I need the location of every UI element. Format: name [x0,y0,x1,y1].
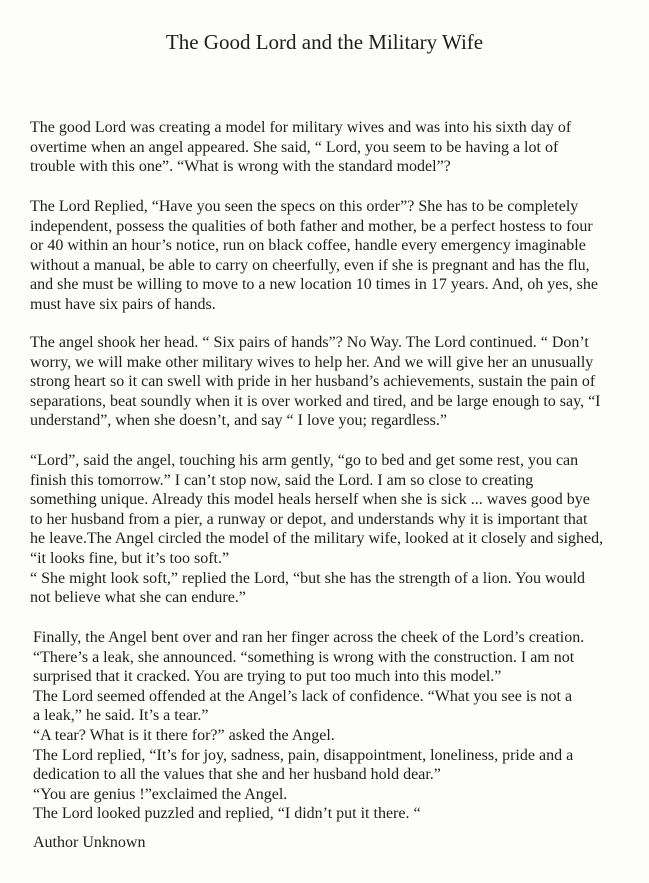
text-line: a leak,” he said. It’s a tear.” [33,707,209,725]
text-line: to her husband from a pier, a runway or depot, and understands why it is important that [30,510,588,528]
text-line: overtime when an angel appeared. She said, “ Lord, you seem to be having a lot of [30,138,559,156]
text-line: The Lord Replied, “Have you seen the specs on this order”? She has to be completely [30,198,579,215]
text-line: The Lord replied, “It’s for joy, sadness, pain, disappointment, loneliness, pride and a [33,746,574,764]
text-line: “ She might look soft,” replied the Lord, “but she has the strength of a lion. You would [30,569,586,587]
text-line: separations, beat soundly when it is over worked and tired, and be large enough to say, “I [30,392,601,410]
text-line: The good Lord was creating a model for military wives and was into his sixth day of [30,119,572,136]
text-line: not believe what she can endure.” [30,589,246,607]
text-line: finish this tomorrow.” I can’t stop now, said the Lord. I am so close to creating [30,471,534,489]
text-line: and she must be willing to move to a new location 10 times in 17 years. And, oh yes, she [30,276,598,294]
text-line: or 40 within an hour’s notice, run on black coffee, handle every emergency imaginable [30,237,586,255]
text-line: The angel shook her head. “ Six pairs of hands”? No Way. The Lord continued. “ Don’t [30,334,589,351]
text-line: surprised that it cracked. You are trying to put too much into this model.” [33,668,502,686]
text-line: understand”, when she doesn’t, and say “ I love you; regardless.” [30,412,447,430]
text-line: dedication to all the values that she and her husband hold dear.” [33,766,441,784]
text-line: worry, we will make other military wives to help her. And we will give her an unusually [30,353,594,371]
text-line: “it looks fine, but it’s too soft.” [30,550,230,567]
text-line: he leave.The Angel circled the model of the military wife, looked at it closely and sighed, [30,530,604,548]
text-line: independent, possess the qualities of both father and mother, be a perfect hostess to four [30,217,593,235]
text-line: Finally, the Angel bent over and ran her finger across the cheek of the Lord’s creation. [33,629,585,646]
text-line: trouble with this one”. “What is wrong with the standard model”? [30,158,451,176]
text-line: The Lord looked puzzled and replied, “I didn’t put it there. “ [33,805,421,823]
text-line: must have six pairs of hands. [30,296,216,313]
text-line: “A tear? What is it there for?” asked the Angel. [33,727,335,744]
text-line: “You are genius !”exclaimed the Angel. [33,785,288,803]
text-line: “There’s a leak, she announced. “something is wrong with the construction. I am not [33,648,575,666]
text-line: The Lord seemed offended at the Angel’s lack of confidence. “What you see is not a [33,687,573,705]
document-title: The Good Lord and the Military Wife [165,30,484,54]
text-line: “Lord”, said the angel, touching his arm gently, “go to bed and get some rest, you can [30,452,579,469]
author-credit: Author Unknown [33,834,146,851]
text-line: without a manual, be able to carry on cheerfully, even if she is pregnant and has the flu, [30,256,590,274]
text-line: something unique. Already this model heals herself when she is sick ... waves good bye [30,491,590,509]
text-line: strong heart so it can swell with pride in her husband’s achievements, sustain the pain of [30,373,596,391]
